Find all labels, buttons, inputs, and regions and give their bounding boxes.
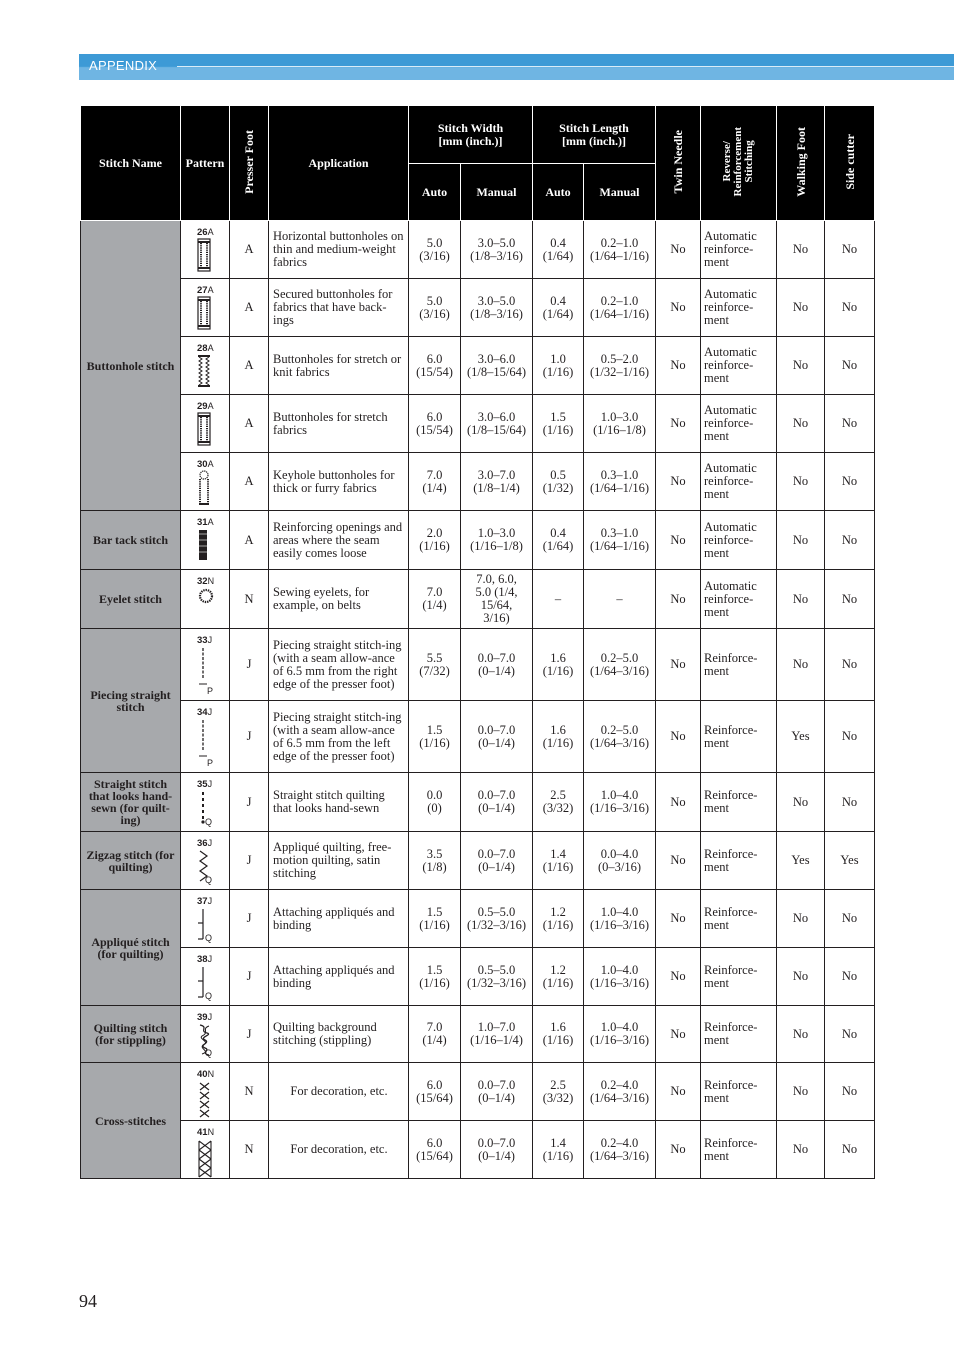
width-manual-cell: 0.0–7.0 (0–1/4): [461, 832, 533, 890]
length-manual-cell: –: [584, 570, 656, 629]
application-cell: Straight stitch quilting that looks hand-sewn: [269, 773, 409, 832]
side-cutter-cell: Yes: [825, 832, 875, 890]
stitch-group-name: Appliqué stitch (for quilting): [81, 890, 181, 1006]
stitch-group-name: Quilting stitch (for stippling): [81, 1006, 181, 1063]
twin-needle-cell: No: [656, 948, 701, 1006]
presser-foot-cell: J: [230, 629, 269, 701]
reinforcement-cell: Reinforce-ment: [701, 832, 777, 890]
buttonhole-icon: [197, 296, 211, 333]
application-cell: Keyhole buttonholes for thick or furry fabrics: [269, 453, 409, 511]
width-manual-cell: 1.0–7.0 (1/16–1/4): [461, 1006, 533, 1063]
width-manual-cell: 7.0, 6.0, 5.0 (1/4, 15/64, 3/16): [461, 570, 533, 629]
pattern-cell: [181, 337, 230, 395]
side-cutter-cell: No: [825, 701, 875, 773]
application-cell: Quilting background stitching (stippling): [269, 1006, 409, 1063]
pattern-number: 33J: [197, 635, 213, 646]
side-cutter-cell: No: [825, 395, 875, 453]
pattern-number: 38J: [197, 954, 213, 965]
length-auto-cell: 1.6 (1/16): [533, 1006, 584, 1063]
application-cell: Sewing eyelets, for example, on belts: [269, 570, 409, 629]
side-cutter-cell: No: [825, 629, 875, 701]
reinforcement-cell: Reinforce-ment: [701, 773, 777, 832]
length-manual-cell: 0.0–4.0 (0–3/16): [584, 832, 656, 890]
presser-foot-cell: J: [230, 773, 269, 832]
reinforcement-cell: Reinforce-ment: [701, 1063, 777, 1121]
width-manual-cell: 0.5–5.0 (1/32–3/16): [461, 890, 533, 948]
stitch-group-name: Zigzag stitch (for quilting): [81, 832, 181, 890]
table-row: [81, 279, 875, 337]
stitch-group-name: Piecing straight stitch: [81, 629, 181, 773]
presser-foot-cell: A: [230, 511, 269, 570]
stitch-group-name: Cross-stitches: [81, 1063, 181, 1179]
width-auto-cell: 3.5 (1/8): [409, 832, 461, 890]
side-cutter-cell: No: [825, 1063, 875, 1121]
length-auto-cell: 1.4 (1/16): [533, 832, 584, 890]
side-cutter-cell: No: [825, 570, 875, 629]
reinforcement-cell: Automatic reinforce-ment: [701, 279, 777, 337]
pattern-sub-label: P: [207, 758, 214, 768]
twin-needle-cell: No: [656, 570, 701, 629]
length-auto-cell: 0.4 (1/64): [533, 221, 584, 279]
twin-needle-cell: No: [656, 221, 701, 279]
reinforcement-cell: Automatic reinforce-ment: [701, 395, 777, 453]
pattern-cell: [181, 701, 230, 773]
twin-needle-cell: No: [656, 337, 701, 395]
side-cutter-cell: No: [825, 1006, 875, 1063]
length-auto-cell: 1.6 (1/16): [533, 629, 584, 701]
width-manual-cell: 3.0–5.0 (1/8–3/16): [461, 279, 533, 337]
length-auto-cell: –: [533, 570, 584, 629]
table-row: [81, 773, 875, 832]
header-walking-foot: Walking Foot: [777, 106, 825, 221]
width-manual-cell: 3.0–6.0 (1/8–15/64): [461, 337, 533, 395]
cross-stitch-icon: [197, 1080, 213, 1121]
header-pattern: Pattern: [181, 106, 230, 221]
table-row: [81, 453, 875, 511]
width-auto-cell: 0.0 (0): [409, 773, 461, 832]
twin-needle-cell: No: [656, 773, 701, 832]
length-auto-cell: 2.5 (3/32): [533, 773, 584, 832]
pattern-cell: [181, 890, 230, 948]
presser-foot-cell: A: [230, 395, 269, 453]
application-cell: For decoration, etc.: [269, 1063, 409, 1121]
twin-needle-cell: No: [656, 453, 701, 511]
stitch-group-name: Buttonhole stitch: [81, 221, 181, 511]
walking-foot-cell: No: [777, 221, 825, 279]
width-manual-cell: 3.0–5.0 (1/8–3/16): [461, 221, 533, 279]
length-auto-cell: 1.2 (1/16): [533, 890, 584, 948]
stitch-group-name: Eyelet stitch: [81, 570, 181, 629]
header-stitch-width: Stitch Width [mm (inch.)]: [409, 106, 533, 164]
header-reverse-reinforcement: Reverse/ Reinforcement Stitching: [701, 106, 777, 221]
table-row: [81, 1063, 875, 1121]
length-manual-cell: 1.0–4.0 (1/16–3/16): [584, 890, 656, 948]
width-manual-cell: 0.0–7.0 (0–1/4): [461, 701, 533, 773]
header-length-auto: Auto: [533, 164, 584, 221]
application-cell: Buttonholes for stretch or knit fabrics: [269, 337, 409, 395]
walking-foot-cell: No: [777, 395, 825, 453]
table-row: [81, 701, 875, 773]
twin-needle-cell: No: [656, 832, 701, 890]
width-auto-cell: 1.5 (1/16): [409, 948, 461, 1006]
pattern-number: 40N: [197, 1069, 215, 1080]
pattern-number: 28A: [197, 343, 214, 354]
side-cutter-cell: No: [825, 948, 875, 1006]
presser-foot-cell: J: [230, 948, 269, 1006]
application-cell: Attaching appliqués and binding: [269, 948, 409, 1006]
width-auto-cell: 6.0 (15/54): [409, 395, 461, 453]
walking-foot-cell: No: [777, 453, 825, 511]
pattern-cell: [181, 453, 230, 511]
length-manual-cell: 0.2–5.0 (1/64–3/16): [584, 701, 656, 773]
header-presser-foot: Presser Foot: [230, 106, 269, 221]
pattern-cell: [181, 832, 230, 890]
width-auto-cell: 6.0 (15/64): [409, 1121, 461, 1179]
straight-stitch-icon: [197, 718, 211, 761]
pattern-sub-label: Q: [205, 875, 213, 885]
table-row: [81, 511, 875, 570]
header-application: Application: [269, 106, 409, 221]
length-auto-cell: 2.5 (3/32): [533, 1063, 584, 1121]
length-auto-cell: 1.5 (1/16): [533, 395, 584, 453]
reinforcement-cell: Automatic reinforce-ment: [701, 337, 777, 395]
application-cell: Appliqué quilting, free-motion quilting, satin stitching: [269, 832, 409, 890]
length-manual-cell: 1.0–4.0 (1/16–3/16): [584, 948, 656, 1006]
pattern-cell: [181, 221, 230, 279]
table-row: [81, 832, 875, 890]
walking-foot-cell: No: [777, 570, 825, 629]
application-cell: Buttonholes for stretch fabrics: [269, 395, 409, 453]
keyhole-buttonhole-icon: [197, 470, 211, 509]
header-stitch-length: Stitch Length [mm (inch.)]: [533, 106, 656, 164]
width-auto-cell: 5.0 (3/16): [409, 279, 461, 337]
length-manual-cell: 0.3–1.0 (1/64–1/16): [584, 453, 656, 511]
twin-needle-cell: No: [656, 1006, 701, 1063]
pattern-sub-label: Q: [205, 933, 213, 943]
length-auto-cell: 0.4 (1/64): [533, 279, 584, 337]
stitch-group-name: Straight stitch that looks hand-sewn (for quilt-ing): [81, 773, 181, 832]
walking-foot-cell: Yes: [777, 832, 825, 890]
page-number: 94: [79, 1291, 97, 1311]
presser-foot-cell: N: [230, 570, 269, 629]
width-auto-cell: 6.0 (15/54): [409, 337, 461, 395]
side-cutter-cell: No: [825, 337, 875, 395]
pattern-number: 35J: [197, 779, 213, 790]
buttonhole-icon: [197, 412, 211, 449]
width-auto-cell: 6.0 (15/64): [409, 1063, 461, 1121]
pattern-cell: [181, 1006, 230, 1063]
buttonhole-icon: [197, 238, 211, 275]
width-manual-cell: 0.0–7.0 (0–1/4): [461, 1063, 533, 1121]
pattern-sub-label: Q: [205, 1048, 213, 1058]
pattern-number: 37J: [197, 896, 213, 907]
table-row: [81, 948, 875, 1006]
application-cell: For decoration, etc.: [269, 1121, 409, 1179]
side-cutter-cell: No: [825, 453, 875, 511]
width-auto-cell: 2.0 (1/16): [409, 511, 461, 570]
reinforcement-cell: Reinforce-ment: [701, 890, 777, 948]
side-cutter-cell: No: [825, 279, 875, 337]
width-auto-cell: 7.0 (1/4): [409, 570, 461, 629]
header-twin-needle: Twin Needle: [656, 106, 701, 221]
table-row: [81, 395, 875, 453]
table-row: [81, 1006, 875, 1063]
reinforcement-cell: Reinforce-ment: [701, 629, 777, 701]
width-auto-cell: 1.5 (1/16): [409, 890, 461, 948]
stitch-settings-table: [80, 105, 875, 1179]
presser-foot-cell: N: [230, 1063, 269, 1121]
pattern-sub-label: P: [207, 686, 214, 696]
application-cell: Reinforcing openings and areas where the seam easily comes loose: [269, 511, 409, 570]
reinforcement-cell: Reinforce-ment: [701, 948, 777, 1006]
pattern-number: 29A: [197, 401, 214, 412]
walking-foot-cell: No: [777, 890, 825, 948]
table-row: [81, 1121, 875, 1179]
pattern-number: 34J: [197, 707, 213, 718]
pattern-number: 39J: [197, 1012, 213, 1023]
pattern-cell: [181, 1121, 230, 1179]
pattern-number: 30A: [197, 459, 214, 470]
reinforcement-cell: Reinforce-ment: [701, 1006, 777, 1063]
presser-foot-cell: A: [230, 221, 269, 279]
twin-needle-cell: No: [656, 701, 701, 773]
straight-stitch-icon: [197, 646, 211, 689]
side-cutter-cell: No: [825, 1121, 875, 1179]
side-cutter-cell: No: [825, 221, 875, 279]
pattern-number: 27A: [197, 285, 214, 296]
table-row: [81, 890, 875, 948]
width-manual-cell: 3.0–6.0 (1/8–15/64): [461, 395, 533, 453]
length-manual-cell: 1.0–3.0 (1/16–1/8): [584, 395, 656, 453]
length-auto-cell: 1.6 (1/16): [533, 701, 584, 773]
presser-foot-cell: J: [230, 701, 269, 773]
application-cell: Horizontal buttonholes on thin and medium-weight fabrics: [269, 221, 409, 279]
pattern-sub-label: Q: [205, 991, 213, 1001]
table-row: [81, 337, 875, 395]
header-width-manual: Manual: [461, 164, 533, 221]
header-length-manual: Manual: [584, 164, 656, 221]
length-manual-cell: 0.5–2.0 (1/32–1/16): [584, 337, 656, 395]
reinforcement-cell: Reinforce-ment: [701, 701, 777, 773]
length-manual-cell: 0.3–1.0 (1/64–1/16): [584, 511, 656, 570]
presser-foot-cell: J: [230, 890, 269, 948]
width-manual-cell: 0.0–7.0 (0–1/4): [461, 1121, 533, 1179]
width-auto-cell: 5.0 (3/16): [409, 221, 461, 279]
width-manual-cell: 0.0–7.0 (0–1/4): [461, 629, 533, 701]
width-auto-cell: 7.0 (1/4): [409, 453, 461, 511]
application-cell: Piecing straight stitch-ing (with a seam allow-ance of 6.5 mm from the left edge of the presser foot): [269, 701, 409, 773]
reinforcement-cell: Automatic reinforce-ment: [701, 453, 777, 511]
pattern-cell: [181, 629, 230, 701]
length-manual-cell: 0.2–1.0 (1/64–1/16): [584, 221, 656, 279]
bar-tack-icon: [197, 528, 209, 565]
length-manual-cell: 0.2–4.0 (1/64–3/16): [584, 1121, 656, 1179]
pattern-cell: [181, 570, 230, 629]
application-cell: Attaching appliqués and binding: [269, 890, 409, 948]
length-manual-cell: 1.0–4.0 (1/16–3/16): [584, 1006, 656, 1063]
side-cutter-cell: No: [825, 773, 875, 832]
walking-foot-cell: No: [777, 279, 825, 337]
double-cross-stitch-icon: [197, 1138, 213, 1179]
pattern-number: 32N: [197, 576, 215, 587]
pattern-cell: [181, 395, 230, 453]
pattern-cell: [181, 511, 230, 570]
width-manual-cell: 0.5–5.0 (1/32–3/16): [461, 948, 533, 1006]
pattern-cell: [181, 279, 230, 337]
pattern-cell: [181, 948, 230, 1006]
length-auto-cell: 1.4 (1/16): [533, 1121, 584, 1179]
table-row: [81, 629, 875, 701]
pattern-cell: [181, 773, 230, 832]
presser-foot-cell: J: [230, 1006, 269, 1063]
twin-needle-cell: No: [656, 890, 701, 948]
pattern-number: 41N: [197, 1127, 215, 1138]
side-cutter-cell: No: [825, 511, 875, 570]
width-manual-cell: 0.0–7.0 (0–1/4): [461, 773, 533, 832]
width-auto-cell: 1.5 (1/16): [409, 701, 461, 773]
pattern-sub-label: Q: [205, 817, 213, 827]
header-width-auto: Auto: [409, 164, 461, 221]
width-manual-cell: 3.0–7.0 (1/8–1/4): [461, 453, 533, 511]
stretch-buttonhole-icon: [197, 354, 211, 391]
eyelet-icon: [197, 587, 215, 608]
header-rule: [177, 66, 954, 67]
reinforcement-cell: Automatic reinforce-ment: [701, 221, 777, 279]
twin-needle-cell: No: [656, 1063, 701, 1121]
presser-foot-cell: A: [230, 453, 269, 511]
walking-foot-cell: No: [777, 773, 825, 832]
length-manual-cell: 0.2–1.0 (1/64–1/16): [584, 279, 656, 337]
width-manual-cell: 1.0–3.0 (1/16–1/8): [461, 511, 533, 570]
length-auto-cell: 1.0 (1/16): [533, 337, 584, 395]
reinforcement-cell: Automatic reinforce-ment: [701, 570, 777, 629]
width-auto-cell: 7.0 (1/4): [409, 1006, 461, 1063]
walking-foot-cell: No: [777, 337, 825, 395]
table-body: [81, 221, 875, 1179]
presser-foot-cell: J: [230, 832, 269, 890]
application-cell: Secured buttonholes for fabrics that have back-ings: [269, 279, 409, 337]
twin-needle-cell: No: [656, 1121, 701, 1179]
section-label: APPENDIX: [89, 58, 158, 73]
length-auto-cell: 1.2 (1/16): [533, 948, 584, 1006]
walking-foot-cell: No: [777, 1121, 825, 1179]
length-auto-cell: 0.5 (1/32): [533, 453, 584, 511]
presser-foot-cell: A: [230, 337, 269, 395]
length-manual-cell: 0.2–5.0 (1/64–3/16): [584, 629, 656, 701]
table-row: [81, 570, 875, 629]
stitch-group-name: Bar tack stitch: [81, 511, 181, 570]
width-auto-cell: 5.5 (7/32): [409, 629, 461, 701]
twin-needle-cell: No: [656, 395, 701, 453]
walking-foot-cell: No: [777, 1063, 825, 1121]
pattern-number: 26A: [197, 227, 214, 238]
walking-foot-cell: Yes: [777, 701, 825, 773]
application-cell: Piecing straight stitch-ing (with a seam allow-ance of 6.5 mm from the right edge of the presser foot): [269, 629, 409, 701]
walking-foot-cell: No: [777, 629, 825, 701]
reinforcement-cell: Reinforce-ment: [701, 1121, 777, 1179]
walking-foot-cell: No: [777, 948, 825, 1006]
pattern-cell: [181, 1063, 230, 1121]
presser-foot-cell: N: [230, 1121, 269, 1179]
pattern-number: 31A: [197, 517, 214, 528]
pattern-number: 36J: [197, 838, 213, 849]
twin-needle-cell: No: [656, 629, 701, 701]
length-manual-cell: 1.0–4.0 (1/16–3/16): [584, 773, 656, 832]
table-row: [81, 221, 875, 279]
section-header-band: [79, 54, 954, 80]
reinforcement-cell: Automatic reinforce-ment: [701, 511, 777, 570]
side-cutter-cell: No: [825, 890, 875, 948]
length-auto-cell: 0.4 (1/64): [533, 511, 584, 570]
header-side-cutter: Side cutter: [825, 106, 875, 221]
walking-foot-cell: No: [777, 1006, 825, 1063]
walking-foot-cell: No: [777, 511, 825, 570]
twin-needle-cell: No: [656, 511, 701, 570]
presser-foot-cell: A: [230, 279, 269, 337]
header-stitch-name: Stitch Name: [81, 106, 181, 221]
twin-needle-cell: No: [656, 279, 701, 337]
length-manual-cell: 0.2–4.0 (1/64–3/16): [584, 1063, 656, 1121]
